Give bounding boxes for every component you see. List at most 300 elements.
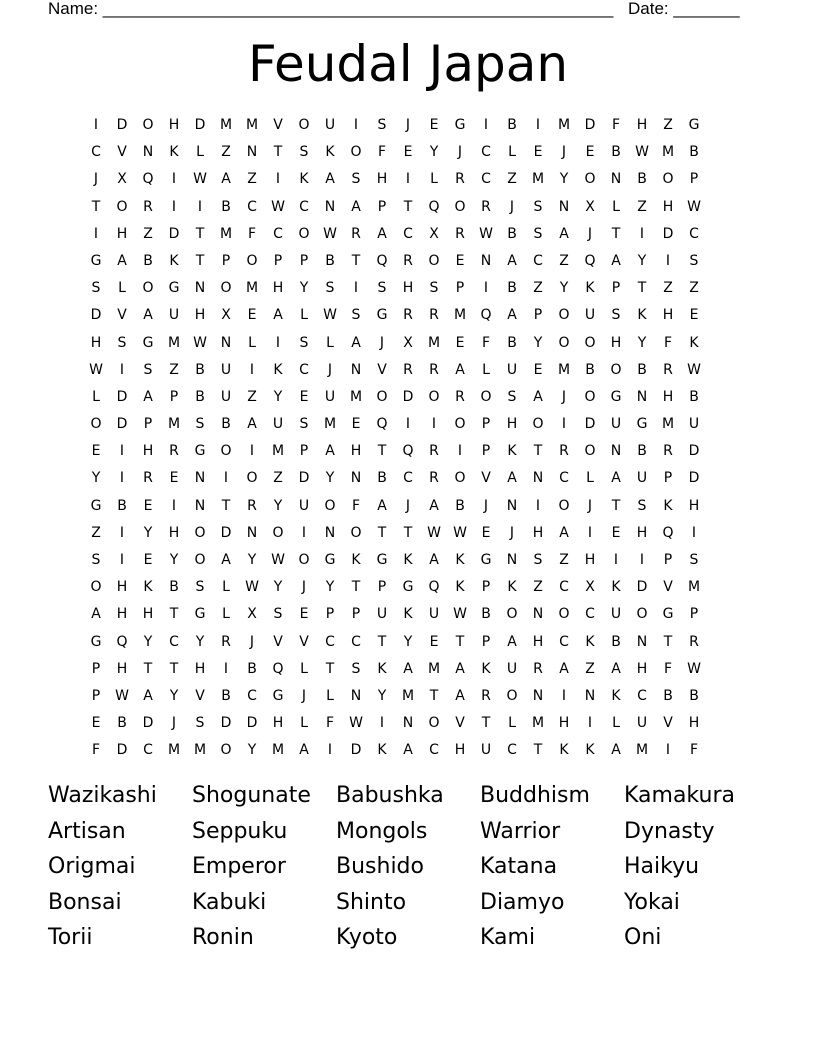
grid-letter: T <box>611 225 621 242</box>
grid-letter: M <box>427 660 441 677</box>
grid-letter: W <box>427 524 441 541</box>
grid-letter: N <box>350 470 362 487</box>
grid-letter: K <box>403 606 413 623</box>
grid-letter: E <box>143 552 153 568</box>
grid-letter: B <box>663 687 673 704</box>
grid-letter: W <box>323 225 337 242</box>
grid-letter: N <box>142 144 154 161</box>
grid-letter: M <box>167 334 181 351</box>
grid-letter: K <box>507 443 517 460</box>
grid-letter: Y <box>273 497 283 514</box>
grid-letter: O <box>558 307 570 324</box>
grid-letter: V <box>273 117 283 133</box>
grid-letter: Q <box>428 198 440 215</box>
grid-letter: E <box>481 524 491 541</box>
grid-letter: O <box>584 334 596 351</box>
grid-letter: Y <box>377 687 387 704</box>
grid-letter: A <box>325 443 335 460</box>
grid-letter: F <box>351 497 361 514</box>
grid-letter: S <box>351 171 361 188</box>
grid-letter: H <box>636 117 648 133</box>
grid-letter: W <box>89 361 103 378</box>
grid-letter: C <box>481 144 491 161</box>
grid-letter: M <box>167 742 181 759</box>
grid-letter: M <box>531 171 545 188</box>
grid-letter: P <box>481 579 491 596</box>
word-list-item: Artisan <box>48 818 126 844</box>
grid-letter: S <box>299 144 309 161</box>
grid-letter: W <box>271 552 285 568</box>
grid-letter: D <box>636 579 648 596</box>
grid-letter: M <box>245 117 259 133</box>
grid-letter: O <box>350 524 362 541</box>
grid-letter: C <box>247 198 257 215</box>
grid-letter: R <box>481 198 491 215</box>
grid-letter: D <box>298 470 310 487</box>
grid-letter: M <box>349 388 363 405</box>
grid-letter: C <box>533 252 543 269</box>
grid-letter: J <box>171 715 177 732</box>
grid-letter: I <box>353 280 359 297</box>
grid-letter: I <box>587 524 593 541</box>
grid-letter: D <box>584 416 596 433</box>
grid-letter: I <box>431 416 437 433</box>
grid-letter: T <box>325 660 335 677</box>
grid-letter: O <box>220 280 232 297</box>
grid-letter: H <box>116 660 128 677</box>
grid-letter: T <box>377 524 387 541</box>
grid-letter: B <box>507 334 517 351</box>
word-list-item: Kabuki <box>192 889 267 915</box>
grid-letter: Z <box>91 524 101 541</box>
grid-letter: U <box>610 416 622 433</box>
grid-letter: M <box>219 117 233 133</box>
grid-letter: B <box>143 252 153 269</box>
grid-letter: J <box>457 144 463 161</box>
grid-letter: M <box>167 416 181 433</box>
grid-letter: E <box>351 416 361 433</box>
grid-letter: K <box>559 742 569 759</box>
grid-letter: Y <box>299 280 309 297</box>
grid-letter: U <box>506 361 518 378</box>
grid-letter: L <box>196 144 204 161</box>
grid-letter: B <box>117 497 127 514</box>
grid-letter: N <box>506 497 518 514</box>
grid-letter: K <box>481 660 491 677</box>
grid-letter: C <box>247 687 257 704</box>
grid-letter: B <box>611 144 621 161</box>
grid-letter: I <box>171 497 177 514</box>
grid-letter: M <box>557 117 571 133</box>
grid-letter: A <box>455 361 465 378</box>
grid-letter: L <box>300 660 308 677</box>
grid-letter: U <box>610 606 622 623</box>
header-line <box>48 0 748 20</box>
grid-letter: G <box>90 252 102 269</box>
grid-letter: T <box>663 633 673 650</box>
grid-letter: Z <box>247 171 257 188</box>
grid-letter: A <box>559 225 569 242</box>
grid-letter: Z <box>559 252 569 269</box>
word-list-item: Shinto <box>336 889 407 915</box>
grid-letter: U <box>298 497 310 514</box>
grid-letter: K <box>611 579 621 596</box>
grid-letter: B <box>221 416 231 433</box>
word-list-item: Kyoto <box>336 925 398 950</box>
word-list-item: Wazikashi <box>48 783 157 808</box>
word-list-item: Ronin <box>192 925 254 950</box>
grid-letter: D <box>116 117 128 133</box>
grid-letter: O <box>610 361 622 378</box>
grid-letter: P <box>689 171 699 188</box>
grid-letter: L <box>92 388 100 405</box>
grid-row <box>83 601 733 628</box>
word-list-item: Katana <box>480 854 558 879</box>
grid-letter: Z <box>507 171 517 188</box>
grid-letter: U <box>324 117 336 133</box>
grid-letter: O <box>298 552 310 568</box>
grid-letter: O <box>194 524 206 541</box>
grid-letter: R <box>429 307 439 324</box>
grid-letter: X <box>221 307 231 324</box>
word-list-item: Origmai <box>48 854 136 879</box>
grid-letter: E <box>143 497 153 514</box>
grid-letter: C <box>273 225 283 242</box>
grid-letter: Z <box>533 579 543 596</box>
grid-letter: M <box>453 307 467 324</box>
grid-row <box>83 166 733 193</box>
grid-letter: O <box>454 198 466 215</box>
grid-letter: Z <box>143 225 153 242</box>
grid-letter: V <box>299 633 309 650</box>
grid-letter: Z <box>247 388 257 405</box>
grid-letter: R <box>429 443 439 460</box>
grid-letter: N <box>350 687 362 704</box>
grid-letter: S <box>195 715 205 732</box>
grid-letter: O <box>90 416 102 433</box>
grid-letter: P <box>481 443 491 460</box>
word-list-item: Oni <box>624 925 662 950</box>
grid-letter: Y <box>325 470 335 487</box>
grid-letter: L <box>586 470 594 487</box>
grid-letter: R <box>403 361 413 378</box>
grid-letter: M <box>193 742 207 759</box>
grid-letter: G <box>194 443 206 460</box>
grid-letter: F <box>663 660 673 677</box>
grid-letter: I <box>93 117 99 133</box>
grid-letter: S <box>299 334 309 351</box>
grid-letter: N <box>532 606 544 623</box>
grid-letter: Y <box>143 524 153 541</box>
grid-letter: H <box>168 524 180 541</box>
grid-letter: E <box>299 606 309 623</box>
grid-letter: A <box>143 388 153 405</box>
grid-letter: K <box>299 171 309 188</box>
grid-letter: R <box>143 198 153 215</box>
grid-letter: A <box>325 171 335 188</box>
word-list-item: Kami <box>480 925 536 950</box>
grid-letter: L <box>222 579 230 596</box>
grid-letter: Z <box>585 660 595 677</box>
grid-letter: T <box>169 606 179 623</box>
grid-letter: Y <box>273 388 283 405</box>
grid-letter: C <box>559 579 569 596</box>
grid-letter: C <box>585 606 595 623</box>
grid-letter: Q <box>402 443 414 460</box>
grid-letter: U <box>480 742 492 759</box>
grid-letter: I <box>249 443 255 460</box>
grid-letter: D <box>194 117 206 133</box>
grid-letter: Q <box>480 307 492 324</box>
grid-letter: E <box>91 443 101 460</box>
grid-letter: P <box>221 252 231 269</box>
grid-letter: O <box>480 388 492 405</box>
grid-letter: K <box>585 742 595 759</box>
grid-letter: C <box>143 742 153 759</box>
grid-letter: P <box>481 633 491 650</box>
grid-letter: A <box>377 225 387 242</box>
grid-letter: P <box>663 470 673 487</box>
grid-letter: D <box>350 742 362 759</box>
grid-letter: B <box>507 117 517 133</box>
grid-letter: H <box>532 633 544 650</box>
grid-letter: O <box>454 416 466 433</box>
grid-letter: U <box>584 307 596 324</box>
grid-letter: Q <box>376 416 388 433</box>
grid-letter: N <box>220 334 232 351</box>
grid-letter: H <box>662 198 674 215</box>
grid-letter: O <box>272 524 284 541</box>
grid-letter: Z <box>273 470 283 487</box>
grid-letter: O <box>376 388 388 405</box>
grid-letter: I <box>223 470 229 487</box>
grid-letter: C <box>689 225 699 242</box>
grid-letter: H <box>688 715 700 732</box>
grid-letter: I <box>301 524 307 541</box>
grid-letter: K <box>585 280 595 297</box>
grid-row <box>83 574 733 601</box>
grid-row <box>83 411 733 438</box>
grid-letter: T <box>195 252 205 269</box>
grid-letter: W <box>193 171 207 188</box>
grid-letter: H <box>194 307 206 324</box>
grid-letter: Q <box>142 171 154 188</box>
grid-letter: S <box>377 280 387 297</box>
grid-letter: N <box>324 198 336 215</box>
grid-letter: L <box>508 144 516 161</box>
grid-letter: T <box>533 443 543 460</box>
grid-letter: I <box>197 198 203 215</box>
grid-letter: N <box>194 470 206 487</box>
grid-letter: N <box>584 687 596 704</box>
grid-letter: F <box>481 334 491 351</box>
grid-letter: J <box>561 388 567 405</box>
grid-letter: U <box>376 606 388 623</box>
grid-letter: U <box>506 660 518 677</box>
grid-letter: S <box>689 252 699 269</box>
grid-letter: U <box>636 715 648 732</box>
word-list-item: Bushido <box>336 854 424 879</box>
grid-letter: Q <box>116 633 128 650</box>
grid-letter: A <box>611 252 621 269</box>
grid-letter: J <box>587 497 593 514</box>
grid-letter: A <box>429 552 439 568</box>
grid-letter: S <box>377 117 387 133</box>
grid-letter: C <box>403 225 413 242</box>
grid-letter: L <box>508 715 516 732</box>
grid-letter: U <box>636 470 648 487</box>
grid-letter: L <box>612 715 620 732</box>
grid-letter: O <box>636 606 648 623</box>
grid-letter: D <box>688 470 700 487</box>
grid-letter: B <box>637 361 647 378</box>
grid-letter: F <box>663 334 673 351</box>
grid-letter: Y <box>247 742 257 759</box>
grid-letter: Y <box>559 171 569 188</box>
grid-letter: A <box>429 497 439 514</box>
grid-letter: N <box>636 633 648 650</box>
grid-letter: L <box>222 606 230 623</box>
grid-letter: V <box>195 687 205 704</box>
grid-letter: J <box>249 633 255 650</box>
grid-letter: H <box>272 715 284 732</box>
grid-letter: C <box>91 144 101 161</box>
grid-letter: S <box>429 280 439 297</box>
grid-letter: L <box>326 687 334 704</box>
grid-letter: F <box>325 715 335 732</box>
grid-letter: R <box>143 470 153 487</box>
grid-letter: E <box>429 633 439 650</box>
grid-letter: H <box>116 579 128 596</box>
grid-letter: B <box>689 388 699 405</box>
grid-letter: X <box>585 579 595 596</box>
grid-row <box>83 629 733 656</box>
grid-row <box>83 737 733 764</box>
grid-letter: R <box>559 443 569 460</box>
grid-letter: C <box>351 633 361 650</box>
grid-letter: I <box>119 361 125 378</box>
grid-letter: G <box>90 633 102 650</box>
grid-letter: I <box>691 524 697 541</box>
grid-letter: O <box>194 552 206 568</box>
grid-letter: C <box>559 470 569 487</box>
grid-letter: R <box>403 307 413 324</box>
grid-letter: R <box>455 225 465 242</box>
grid-letter: O <box>220 443 232 460</box>
grid-letter: I <box>275 171 281 188</box>
grid-letter: P <box>91 660 101 677</box>
grid-letter: V <box>455 715 465 732</box>
grid-letter: I <box>587 715 593 732</box>
grid-letter: S <box>91 552 101 568</box>
grid-letter: K <box>377 742 387 759</box>
grid-letter: U <box>428 606 440 623</box>
grid-letter: C <box>325 633 335 650</box>
grid-letter: C <box>403 470 413 487</box>
grid-letter: D <box>142 715 154 732</box>
grid-letter: I <box>171 171 177 188</box>
grid-letter: B <box>325 252 335 269</box>
grid-letter: B <box>585 361 595 378</box>
grid-letter: F <box>377 144 387 161</box>
grid-letter: H <box>532 524 544 541</box>
grid-letter: O <box>584 171 596 188</box>
grid-letter: A <box>403 742 413 759</box>
grid-letter: B <box>169 579 179 596</box>
grid-letter: N <box>194 280 206 297</box>
grid-letter: G <box>324 552 336 568</box>
grid-letter: S <box>195 416 205 433</box>
grid-letter: J <box>405 117 411 133</box>
grid-letter: V <box>377 361 387 378</box>
grid-letter: H <box>506 416 518 433</box>
grid-letter: X <box>585 198 595 215</box>
grid-letter: L <box>300 715 308 732</box>
word-list-item: Babushka <box>336 783 444 808</box>
grid-letter: A <box>117 252 127 269</box>
grid-letter: O <box>454 470 466 487</box>
grid-letter: O <box>220 742 232 759</box>
grid-letter: O <box>298 225 310 242</box>
grid-letter: T <box>403 524 413 541</box>
date-field-label: Date: _______ <box>628 0 740 18</box>
grid-letter: K <box>611 687 621 704</box>
grid-letter: J <box>93 171 99 188</box>
grid-letter: N <box>532 687 544 704</box>
grid-letter: S <box>689 552 699 568</box>
grid-letter: S <box>533 198 543 215</box>
grid-letter: T <box>377 633 387 650</box>
grid-letter: Y <box>247 552 257 568</box>
grid-letter: I <box>119 552 125 568</box>
grid-letter: P <box>611 280 621 297</box>
grid-letter: T <box>169 660 179 677</box>
grid-letter: B <box>481 606 491 623</box>
grid-letter: K <box>689 334 699 351</box>
grid-letter: Q <box>272 660 284 677</box>
word-list-item: Mongols <box>336 818 428 844</box>
grid-letter: N <box>194 497 206 514</box>
grid-letter: G <box>402 579 414 596</box>
grid-letter: R <box>429 470 439 487</box>
grid-letter: P <box>689 606 699 623</box>
grid-letter: Z <box>221 144 231 161</box>
grid-letter: H <box>116 606 128 623</box>
grid-letter: M <box>427 334 441 351</box>
grid-letter: Z <box>663 117 673 133</box>
grid-row <box>83 357 733 384</box>
grid-letter: D <box>246 715 258 732</box>
grid-letter: I <box>119 470 125 487</box>
grid-letter: I <box>535 117 541 133</box>
grid-letter: B <box>689 687 699 704</box>
grid-letter: P <box>455 280 465 297</box>
grid-letter: U <box>220 361 232 378</box>
grid-letter: B <box>221 198 231 215</box>
grid-letter: H <box>376 171 388 188</box>
grid-letter: O <box>142 117 154 133</box>
grid-letter: N <box>558 198 570 215</box>
grid-letter: W <box>349 715 363 732</box>
grid-letter: O <box>246 252 258 269</box>
grid-row <box>83 384 733 411</box>
grid-letter: O <box>584 388 596 405</box>
grid-letter: W <box>687 361 701 378</box>
grid-row <box>83 112 733 139</box>
grid-letter: K <box>273 361 283 378</box>
grid-letter: I <box>613 552 619 568</box>
word-list-item: Yokai <box>624 889 680 915</box>
